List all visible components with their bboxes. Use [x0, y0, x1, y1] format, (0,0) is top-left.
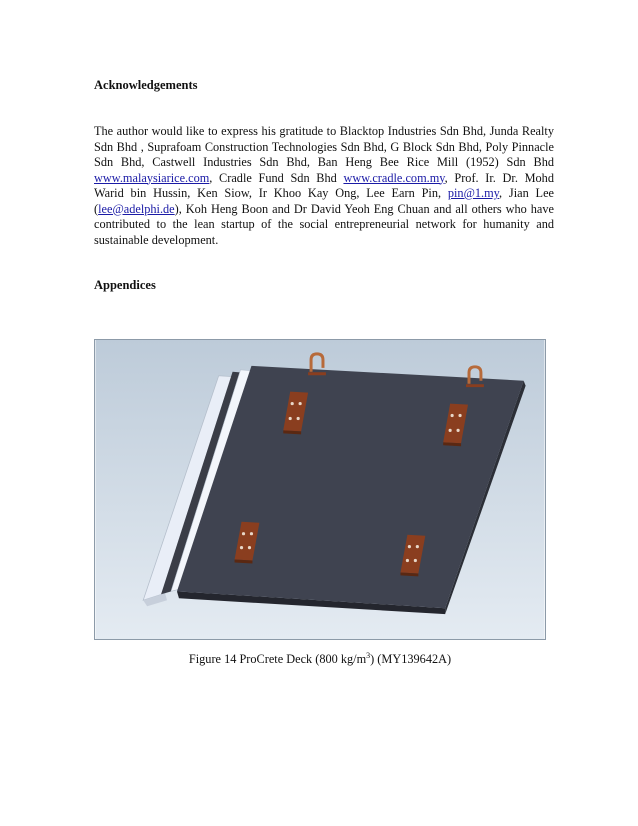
ack-text-4: , Jian Lee ( [94, 186, 554, 216]
link-malaysiarice[interactable]: www.malaysiarice.com [94, 170, 210, 185]
ack-text-2: , Cradle Fund Sdn Bhd [209, 170, 344, 185]
caption-text-before: Figure 14 ProCrete Deck (800 kg/m [188, 652, 367, 666]
procrete-deck-render [95, 340, 545, 639]
link-lee-email[interactable]: lee@adelphi.de [98, 201, 175, 216]
acknowledgements-heading: Acknowledgements [94, 78, 198, 92]
acknowledgements-paragraph [94, 124, 554, 248]
caption-superscript: 3 [366, 650, 371, 660]
ack-text-1: The author would like to express his gratitude to Blacktop Industries Sdn Bhd, Junda Realty Sdn Bhd , Suprafoam Construction Technologies Sdn Bhd, G Block Sdn Bhd, Poly Pinnacle Sdn Bhd, Castwell Industries Sdn Bhd, Ban Heng Bee Rice Mill (1952) Sdn Bhd [94, 124, 554, 169]
appendices-heading: Appendices [94, 278, 156, 292]
link-pin-email[interactable]: pin@1.my [447, 186, 500, 200]
link-cradle[interactable]: www.cradle.com.my [343, 170, 445, 185]
ack-text-5: ), Koh Heng Boon and Dr David Yeoh Eng Chuan and all others who have contributed to the lean startup of the social entrepreneurial network for humanity and sustainable development. [94, 201, 554, 247]
caption-text-after: ) (MY139642A) [370, 652, 452, 666]
figure-caption [94, 652, 546, 667]
procrete-deck-figure [94, 339, 546, 640]
ack-text-3: , Prof. Ir. Dr. Mohd Warid bin Hussin, Ken Siow, Ir Khoo Kay Ong, Lee Earn Pin, [94, 170, 554, 200]
